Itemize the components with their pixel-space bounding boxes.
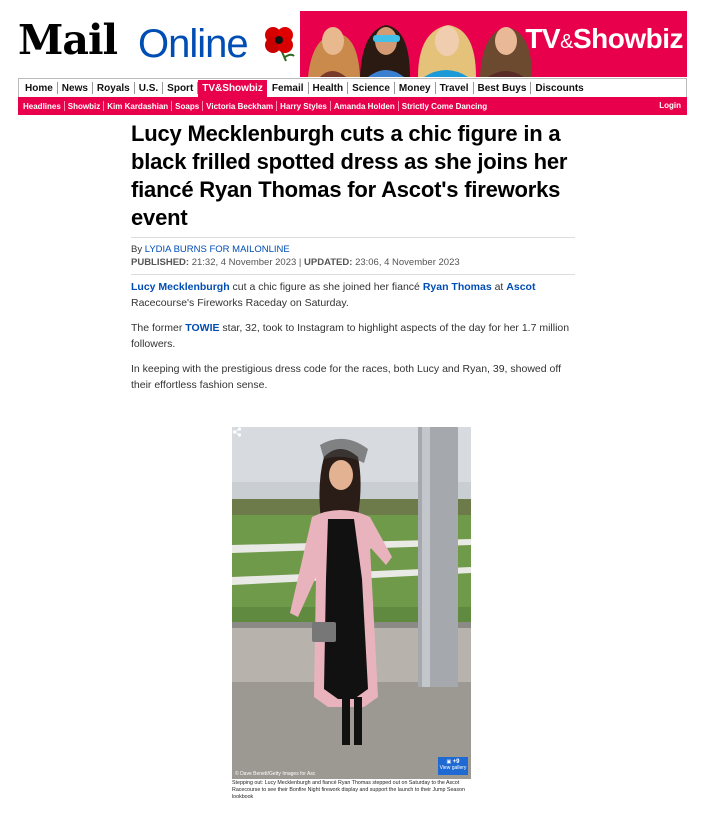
- paragraph-text: The former: [131, 322, 186, 334]
- nav-item-home[interactable]: Home: [21, 82, 58, 94]
- subnav-item-showbiz[interactable]: Showbiz: [65, 101, 104, 111]
- photo-illustration: [232, 427, 471, 779]
- subnav-item-headlines[interactable]: Headlines: [20, 101, 65, 111]
- link-lucy-mecklenburgh[interactable]: Lucy Mecklenburgh: [131, 281, 230, 293]
- banner-title: [525, 23, 683, 55]
- banner-title-part1: TV: [525, 23, 561, 54]
- link-towie[interactable]: TOWIE: [185, 322, 220, 334]
- site-logo[interactable]: [18, 11, 318, 77]
- paragraph-text: star, 32, took to Instagram to highlight aspects of the day for her 1.7 million followers.: [131, 322, 570, 350]
- author-link[interactable]: LYDIA BURNS FOR MAILONLINE: [144, 244, 290, 255]
- masthead: [18, 11, 687, 77]
- article-paragraph-3: In keeping with the prestigious dress code for the races, both Lucy and Ryan, 39, showed off their effortless fashion sense.: [131, 363, 561, 391]
- nav-item-u-s-[interactable]: U.S.: [135, 82, 163, 94]
- banner-title-amp: &: [560, 31, 573, 53]
- subnav-item-strictly-come-dancing[interactable]: Strictly Come Dancing: [401, 101, 488, 111]
- gallery-label: View gallery: [439, 765, 467, 771]
- subnav-item-kim-kardashian[interactable]: Kim Kardashian: [104, 101, 172, 111]
- nav-item-money[interactable]: Money: [395, 82, 436, 94]
- subnav-item-soaps[interactable]: Soaps: [172, 101, 203, 111]
- byline: [131, 244, 290, 255]
- dates-separator: |: [298, 257, 302, 268]
- article-headline: Lucy Mecklenburgh cuts a chic figure in a black frilled spotted dress as she joins her fiancé Ryan Thomas for Ascot's fireworks event: [131, 121, 568, 230]
- secondary-nav: [18, 97, 687, 115]
- nav-item-travel[interactable]: Travel: [436, 82, 474, 94]
- divider: [131, 237, 575, 238]
- paragraph-text: Racecourse's Fireworks Raceday on Saturday.: [131, 297, 349, 309]
- nav-item-news[interactable]: News: [58, 82, 93, 94]
- nav-item-discounts[interactable]: Discounts: [535, 82, 584, 94]
- photo-caption: Stepping out: Lucy Mecklenburgh and fiancé Ryan Thomas stepped out on Saturday to the Ascot Racecourse to see their Bonfire Night firework display and support the launch to their Jump Season lookbook: [232, 780, 465, 800]
- poppy-icon: [262, 23, 296, 63]
- photo-credit: © Dave Benett/Getty Images for Asc: [235, 771, 316, 777]
- published-value: 21:32, 4 November 2023: [191, 257, 297, 268]
- primary-nav: [18, 78, 687, 97]
- updated-label: UPDATED:: [304, 257, 353, 268]
- nav-item-health[interactable]: Health: [309, 82, 349, 94]
- byline-prefix: By: [131, 244, 143, 255]
- banner-title-part2: Showbiz: [572, 23, 683, 54]
- paragraph-text: at: [491, 281, 507, 293]
- subnav-item-victoria-beckham[interactable]: Victoria Beckham: [203, 101, 277, 111]
- nav-item-tv-showbiz[interactable]: TV&Showbiz: [198, 80, 267, 97]
- nav-item-sport[interactable]: Sport: [163, 82, 198, 94]
- nav-item-femail[interactable]: Femail: [268, 82, 309, 94]
- login-link[interactable]: Login: [659, 101, 681, 110]
- subnav-item-harry-styles[interactable]: Harry Styles: [277, 101, 331, 111]
- logo-mail-text: Mail: [18, 16, 118, 64]
- divider: [131, 274, 575, 275]
- updated-value: 23:06, 4 November 2023: [355, 257, 460, 268]
- paragraph-text: cut a chic figure as she joined her fiancé: [229, 281, 423, 293]
- nav-item-royals[interactable]: Royals: [93, 82, 135, 94]
- article-paragraph-1: [131, 279, 576, 311]
- link-ryan-thomas[interactable]: Ryan Thomas: [422, 281, 492, 293]
- nav-item-best-buys[interactable]: Best Buys: [474, 82, 532, 94]
- view-gallery-button[interactable]: [438, 757, 468, 775]
- logo-online-text: Online: [138, 22, 248, 66]
- gallery-count: +9: [452, 759, 460, 765]
- article-paragraph-2: [131, 320, 576, 352]
- link-ascot[interactable]: Ascot: [506, 281, 536, 293]
- nav-item-science[interactable]: Science: [348, 82, 395, 94]
- article-dates: [131, 257, 460, 268]
- share-icon[interactable]: [232, 427, 242, 437]
- published-label: PUBLISHED:: [131, 257, 190, 268]
- article-photo[interactable]: [232, 427, 471, 779]
- celebrity-faces-image: [300, 11, 540, 77]
- tv-showbiz-banner[interactable]: [300, 11, 687, 77]
- camera-icon: ▣: [446, 759, 452, 765]
- subnav-item-amanda-holden[interactable]: Amanda Holden: [331, 101, 399, 111]
